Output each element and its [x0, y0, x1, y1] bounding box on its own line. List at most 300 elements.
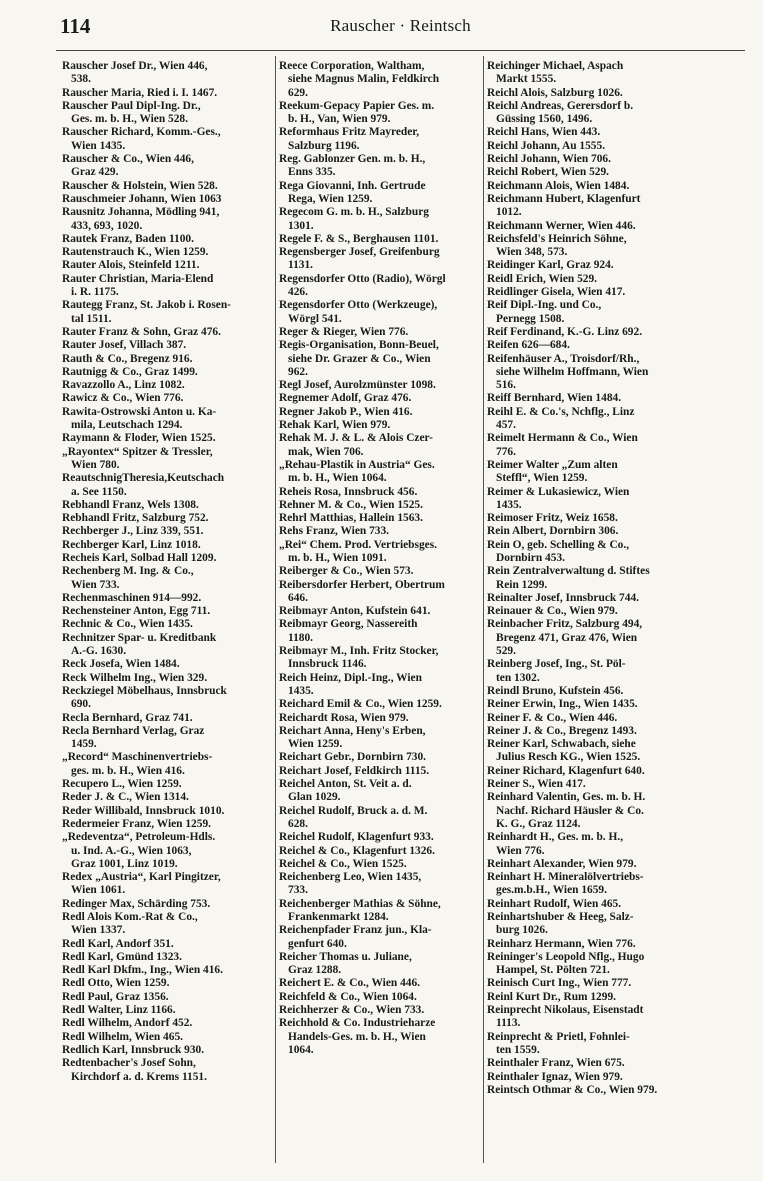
directory-entry — [62, 339, 272, 352]
entry-line: 1012. — [496, 206, 522, 219]
entry-line: K. G., Graz 1124. — [496, 817, 581, 830]
entry-line: Reifenhäuser A., Troisdorf/Rh., — [487, 352, 640, 365]
directory-entry — [279, 206, 480, 233]
entry-line: Reif Ferdinand, K.-G. Linz 692. — [487, 325, 643, 338]
directory-entry — [487, 1057, 698, 1070]
entry-line: Regensdorfer Otto (Radio), Wörgl — [279, 272, 446, 285]
directory-entry — [279, 180, 480, 207]
entry-line: Reichl Robert, Wien 529. — [487, 166, 610, 179]
directory-entry — [62, 353, 272, 366]
directory-entry — [487, 100, 698, 127]
directory-entry — [279, 565, 480, 578]
header-rule — [56, 50, 745, 51]
entry-line: Wien 780. — [71, 458, 120, 471]
directory-entry — [62, 233, 272, 246]
entry-line: Reck Wilhelm Ing., Wien 329. — [62, 671, 208, 684]
entry-line: Rawita-Ostrowski Anton u. Ka- — [62, 405, 217, 418]
directory-entry — [487, 791, 698, 831]
directory-entry — [279, 924, 480, 951]
entry-line: Regensberger Josef, Greifenburg — [279, 246, 440, 259]
entry-line: Reinthaler Franz, Wien 675. — [487, 1057, 625, 1070]
directory-entry — [279, 765, 480, 778]
entry-line: Graz 1001, Linz 1019. — [71, 857, 178, 870]
entry-line: Recheis Karl, Solbad Hall 1209. — [62, 551, 217, 564]
entry-line: Wien 348, 573. — [496, 246, 568, 259]
directory-entry — [279, 805, 480, 832]
entry-line: Salzburg 1196. — [288, 139, 360, 152]
entry-line: Recla Bernhard, Graz 741. — [62, 711, 193, 724]
directory-entry — [487, 406, 698, 433]
directory-entry — [62, 406, 272, 433]
entry-line: 1131. — [288, 259, 313, 272]
entry-line: Reifen 626—684. — [487, 339, 570, 352]
entry-line: 646. — [288, 591, 308, 604]
entry-line: 1064. — [288, 1043, 314, 1056]
entry-line: Reindl Bruno, Kufstein 456. — [487, 684, 624, 697]
column-divider — [275, 56, 276, 1163]
directory-entry — [279, 778, 480, 805]
directory-entry — [487, 831, 698, 858]
directory-entry — [487, 539, 698, 566]
directory-entry — [487, 951, 698, 978]
entry-line: Dornbirn 453. — [496, 551, 565, 564]
directory-entry — [487, 858, 698, 871]
entry-line: Wien 733. — [71, 578, 120, 591]
directory-entry — [487, 286, 698, 299]
entry-line: Regecom G. m. b. H., Salzburg — [279, 206, 429, 219]
directory-entry — [279, 618, 480, 645]
entry-line: 1435. — [288, 684, 314, 697]
directory-entry — [487, 153, 698, 166]
entry-line: 1113. — [496, 1017, 521, 1030]
directory-entry — [62, 180, 272, 193]
directory-entry — [487, 991, 698, 1004]
entry-line: Rautegg Franz, St. Jakob i. Rosen- — [62, 299, 231, 312]
directory-entry — [62, 805, 272, 818]
entry-line: Rechenmaschinen 914—992. — [62, 591, 202, 604]
directory-entry — [62, 366, 272, 379]
directory-entry — [62, 1057, 272, 1084]
directory-entry — [279, 419, 480, 432]
directory-entry — [279, 751, 480, 764]
entry-line: Reidinger Karl, Graz 924. — [487, 259, 614, 272]
directory-entry — [279, 486, 480, 499]
directory-entry — [279, 273, 480, 300]
entry-line: Redlich Karl, Innsbruck 930. — [62, 1043, 205, 1056]
directory-entry — [62, 991, 272, 1004]
directory-entry — [62, 592, 272, 605]
directory-entry — [487, 605, 698, 618]
directory-entry — [487, 871, 698, 898]
entry-line: Reiner Richard, Klagenfurt 640. — [487, 764, 645, 777]
entry-line: genfurt 640. — [288, 937, 347, 950]
directory-entry — [62, 153, 272, 180]
directory-entry — [487, 233, 698, 260]
entry-line: i. R. 1175. — [71, 286, 119, 299]
entry-line: Reichard Emil & Co., Wien 1259. — [279, 698, 442, 711]
entry-line: Graz 1288. — [288, 964, 342, 977]
entry-line: a. See 1150. — [71, 485, 127, 498]
entry-line: siehe Dr. Grazer & Co., Wien — [288, 352, 431, 365]
entry-line: Reichl Alois, Salzburg 1026. — [487, 86, 623, 99]
entry-line: Rein 1299. — [496, 578, 548, 591]
entry-line: 733. — [288, 884, 308, 897]
entry-line: Reinthaler Ignaz, Wien 979. — [487, 1070, 623, 1083]
directory-entry — [487, 180, 698, 193]
entry-line: Wien 1259. — [288, 738, 343, 751]
entry-line: „Record“ Maschinenvertriebs- — [62, 751, 213, 764]
directory-entry — [487, 486, 698, 513]
entry-line: Rechberger Karl, Linz 1018. — [62, 538, 201, 551]
entry-line: Rein Albert, Dornbirn 306. — [487, 525, 619, 538]
entry-line: Rein Zentralverwaltung d. Stiftes — [487, 565, 650, 578]
entry-line: siehe Wilhelm Hoffmann, Wien — [496, 365, 649, 378]
directory-entry — [487, 1031, 698, 1058]
entry-line: Rauter Christian, Maria-Elend — [62, 272, 214, 285]
entry-line: Reinprecht & Prietl, Fohnlei- — [487, 1030, 630, 1043]
entry-line: 1435. — [496, 498, 522, 511]
entry-line: Rauth & Co., Bregenz 916. — [62, 352, 193, 365]
entry-line: Reg. Gablonzer Gen. m. b. H., — [279, 153, 426, 166]
entry-line: Graz 429. — [71, 166, 119, 179]
directory-entry — [487, 898, 698, 911]
entry-line: Reichart Gebr., Dornbirn 730. — [279, 751, 427, 764]
directory-entry — [62, 472, 272, 499]
directory-entry — [487, 938, 698, 951]
entry-line: 962. — [288, 365, 308, 378]
entry-line: b. H., Van, Wien 979. — [288, 113, 391, 126]
entry-line: Recupero L., Wien 1259. — [62, 778, 182, 791]
directory-entry — [62, 539, 272, 552]
directory-entry — [279, 406, 480, 419]
entry-line: Rehak Karl, Wien 979. — [279, 419, 391, 432]
entry-line: Reger & Rieger, Wien 776. — [279, 325, 409, 338]
entry-line: Reinalter Josef, Innsbruck 744. — [487, 591, 639, 604]
entry-line: Regensdorfer Otto (Werkzeuge), — [279, 299, 438, 312]
directory-entry — [62, 725, 272, 752]
entry-line: Reibmayr Georg, Nassereith — [279, 618, 418, 631]
entry-line: Regele F. & S., Berghausen 1101. — [279, 232, 439, 245]
directory-entry — [487, 712, 698, 725]
entry-line: Rauter Alois, Steinfeld 1211. — [62, 259, 200, 272]
entry-line: Wörgl 541. — [288, 312, 342, 325]
entry-line: 628. — [288, 817, 308, 830]
entry-line: Reiberger & Co., Wien 573. — [279, 565, 414, 578]
directory-entry — [279, 126, 480, 153]
directory-entry — [62, 658, 272, 671]
directory-entry — [487, 765, 698, 778]
entry-line: Rehak M. J. & L. & Alois Czer- — [279, 432, 433, 445]
entry-line: Rauscher Paul Dipl-Ing. Dr., — [62, 99, 201, 112]
directory-entry — [487, 220, 698, 233]
entry-line: Reimer Walter „Zum alten — [487, 458, 618, 471]
entry-line: Reininger's Leopold Nflg., Hugo — [487, 950, 645, 963]
entry-line: Reichmann Werner, Wien 446. — [487, 219, 636, 232]
directory-entry — [487, 592, 698, 605]
directory-entry — [279, 539, 480, 566]
entry-line: Reicher Thomas u. Juliane, — [279, 950, 412, 963]
entry-line: Reinhartshuber & Heeg, Salz- — [487, 911, 634, 923]
entry-line: Redl Otto, Wien 1259. — [62, 977, 170, 990]
directory-entry — [279, 432, 480, 459]
directory-entry — [62, 605, 272, 618]
entry-line: Reichenberg Leo, Wien 1435, — [279, 871, 422, 884]
entry-line: Raymann & Floder, Wien 1525. — [62, 432, 216, 445]
directory-entry — [62, 778, 272, 791]
directory-column-left — [62, 60, 272, 1084]
directory-entry — [279, 831, 480, 844]
entry-line: Reihl E. & Co.'s, Nchflg., Linz — [487, 405, 635, 418]
entry-line: ReautschnigTheresia,Keutschach — [62, 472, 225, 485]
directory-entry — [62, 87, 272, 100]
entry-line: Rauscher & Holstein, Wien 528. — [62, 179, 218, 192]
page-number: 114 — [60, 14, 91, 38]
page-header — [60, 14, 741, 40]
entry-line: Rehrl Matthias, Hallein 1563. — [279, 512, 423, 525]
entry-line: Reichl Hans, Wien 443. — [487, 126, 601, 139]
entry-line: Innsbruck 1146. — [288, 658, 367, 671]
entry-line: Reinbacher Fritz, Salzburg 494, — [487, 618, 643, 631]
entry-line: Rausnitz Johanna, Mödling 941, — [62, 206, 220, 219]
directory-entry — [487, 339, 698, 352]
directory-entry — [279, 871, 480, 898]
directory-entry — [487, 299, 698, 326]
entry-line: Reiner F. & Co., Wien 446. — [487, 711, 618, 724]
directory-entry — [487, 618, 698, 658]
directory-entry — [62, 193, 272, 206]
entry-line: Rautenstrauch K., Wien 1259. — [62, 246, 209, 259]
entry-line: Regner Jakob P., Wien 416. — [279, 405, 413, 418]
directory-entry — [279, 525, 480, 538]
entry-line: Redl Wilhelm, Andorf 452. — [62, 1017, 193, 1030]
entry-line: Reichsfeld's Heinrich Söhne, — [487, 232, 627, 245]
directory-entry — [487, 1084, 698, 1097]
entry-line: 529. — [496, 645, 516, 658]
directory-entry — [279, 672, 480, 699]
entry-line: Reinisch Curt Ing., Wien 777. — [487, 977, 632, 990]
entry-line: mila, Leutschach 1294. — [71, 419, 183, 432]
directory-entry — [62, 299, 272, 326]
entry-line: Reichmann Alois, Wien 1484. — [487, 179, 630, 192]
entry-line: Reece Corporation, Waltham, — [279, 60, 425, 72]
entry-line: Reimer & Lukasiewicz, Wien — [487, 485, 630, 498]
entry-line: 1301. — [288, 219, 314, 232]
directory-entry — [487, 392, 698, 405]
entry-line: Reinhart Alexander, Wien 979. — [487, 857, 637, 870]
entry-line: ten 1559. — [496, 1043, 540, 1056]
directory-entry — [487, 140, 698, 153]
directory-column-right — [487, 60, 698, 1097]
directory-entry — [62, 791, 272, 804]
directory-entry — [279, 100, 480, 127]
entry-line: Rehs Franz, Wien 733. — [279, 525, 390, 538]
entry-line: Rechensteiner Anton, Egg 711. — [62, 605, 211, 618]
directory-entry — [62, 552, 272, 565]
entry-line: Rein O, geb. Schelling & Co., — [487, 538, 630, 551]
entry-line: ges. m. b. H., Wien 416. — [71, 764, 185, 777]
entry-line: Pernegg 1508. — [496, 312, 565, 325]
directory-entry — [62, 911, 272, 938]
directory-entry — [487, 60, 698, 87]
entry-line: „Rei“ Chem. Prod. Vertriebsges. — [279, 538, 437, 551]
entry-line: Reichl Johann, Wien 706. — [487, 153, 611, 166]
entry-line: Reichart Josef, Feldkirch 1115. — [279, 764, 430, 777]
entry-line: Wien 776. — [496, 844, 545, 857]
entry-line: Enns 335. — [288, 166, 336, 179]
directory-entry — [487, 126, 698, 139]
directory-entry — [62, 871, 272, 898]
column-divider — [483, 56, 484, 1163]
entry-line: Reichert E. & Co., Wien 446. — [279, 977, 420, 990]
entry-line: Reiner Erwin, Ing., Wien 1435. — [487, 698, 638, 711]
entry-line: Rauscher & Co., Wien 446, — [62, 153, 194, 166]
directory-entry — [279, 499, 480, 512]
directory-entry — [62, 1017, 272, 1030]
directory-entry — [279, 579, 480, 606]
entry-line: mak, Wien 706. — [288, 445, 364, 458]
entry-line: Redl Karl, Andorf 351. — [62, 937, 174, 950]
directory-entry — [279, 379, 480, 392]
entry-line: „Rayontex“ Spitzer & Tressler, — [62, 445, 213, 458]
entry-line: Reintsch Othmar & Co., Wien 979. — [487, 1083, 658, 1096]
directory-entry — [279, 339, 480, 379]
directory-entry — [62, 100, 272, 127]
directory-entry — [62, 672, 272, 685]
directory-entry — [62, 685, 272, 712]
entry-line: Rebhandl Franz, Wels 1308. — [62, 498, 199, 511]
entry-line: ten 1302. — [496, 671, 540, 684]
directory-entry — [487, 1004, 698, 1031]
entry-line: Wien 1435. — [71, 139, 126, 152]
directory-entry — [487, 432, 698, 459]
entry-line: Reinberg Josef, Ing., St. Pöl- — [487, 658, 626, 671]
entry-line: Reichel & Co., Wien 1525. — [279, 857, 407, 870]
entry-line: Reekum-Gepacy Papier Ges. m. — [279, 99, 435, 112]
entry-line: Ravazzollo A., Linz 1082. — [62, 379, 185, 392]
directory-entry — [62, 525, 272, 538]
directory-entry — [487, 685, 698, 698]
directory-entry — [279, 951, 480, 978]
entry-line: Rechnic & Co., Wien 1435. — [62, 618, 193, 631]
entry-line: Reiner Karl, Schwabach, siehe — [487, 738, 636, 751]
entry-line: Handels-Ges. m. b. H., Wien — [288, 1030, 426, 1043]
directory-entry — [62, 512, 272, 525]
directory-entry — [279, 326, 480, 339]
entry-line: Ges. m. b. H., Wien 528. — [71, 113, 188, 126]
directory-entry — [279, 512, 480, 525]
entry-line: Kirchdorf a. d. Krems 1151. — [71, 1070, 207, 1083]
entry-line: Frankenmarkt 1284. — [288, 911, 389, 923]
directory-entry — [62, 392, 272, 405]
entry-line: Rautek Franz, Baden 1100. — [62, 232, 194, 245]
entry-line: Rechenberg M. Ing. & Co., — [62, 565, 194, 578]
entry-line: Rauschmeier Johann, Wien 1063 — [62, 192, 222, 205]
directory-entry — [279, 153, 480, 180]
directory-entry — [62, 712, 272, 725]
page-title: Rauscher · Reintsch — [330, 16, 471, 35]
entry-line: Redl Alois Kom.-Rat & Co., — [62, 911, 198, 923]
entry-line: Redl Karl Dkfm., Ing., Wien 416. — [62, 964, 223, 977]
directory-entry — [62, 432, 272, 445]
directory-entry — [62, 938, 272, 951]
entry-line: Rauscher Maria, Ried i. I. 1467. — [62, 86, 218, 99]
entry-line: Reif Dipl.-Ing. und Co., — [487, 299, 602, 312]
entry-line: „Rehau-Plastik in Austria“ Ges. — [279, 458, 435, 471]
directory-entry — [487, 565, 698, 592]
entry-line: Redtenbacher's Josef Sohn, — [62, 1057, 196, 1070]
directory-entry — [487, 353, 698, 393]
entry-line: Reinharz Hermann, Wien 776. — [487, 937, 636, 950]
entry-line: Reichel Anton, St. Veit a. d. — [279, 778, 412, 791]
entry-line: Reichhold & Co. Industrieharze — [279, 1017, 436, 1030]
entry-line: Reichl Johann, Au 1555. — [487, 139, 606, 152]
directory-entry — [487, 459, 698, 486]
directory-entry — [62, 632, 272, 659]
directory-entry — [279, 299, 480, 326]
directory-entry — [279, 898, 480, 925]
entry-line: Reinprecht Nikolaus, Eisenstadt — [487, 1004, 644, 1017]
entry-line: tal 1511. — [71, 312, 112, 325]
entry-line: Reibmayr M., Inh. Fritz Stocker, — [279, 645, 439, 658]
directory-entry — [279, 60, 480, 100]
entry-line: Bregenz 471, Graz 476, Wien — [496, 631, 638, 644]
directory-entry — [487, 273, 698, 286]
entry-line: Reichfeld & Co., Wien 1064. — [279, 990, 417, 1003]
entry-line: Rechberger J., Linz 339, 551. — [62, 525, 204, 538]
directory-entry — [279, 845, 480, 858]
entry-line: Reinauer & Co., Wien 979. — [487, 605, 618, 618]
directory-entry — [279, 991, 480, 1004]
entry-line: Reimelt Hermann & Co., Wien — [487, 432, 638, 445]
entry-line: Reibmayr Anton, Kufstein 641. — [279, 605, 431, 618]
entry-line: Reiff Bernhard, Wien 1484. — [487, 392, 622, 405]
entry-line: Rauscher Richard, Komm.-Ges., — [62, 126, 221, 139]
entry-line: A.-G. 1630. — [71, 645, 127, 658]
entry-line: Rega Giovanni, Inh. Gertrude — [279, 179, 426, 192]
directory-entry — [279, 698, 480, 711]
entry-line: Rebhandl Fritz, Salzburg 752. — [62, 512, 209, 525]
entry-line: Reinl Kurt Dr., Rum 1299. — [487, 990, 616, 1003]
entry-line: Rega, Wien 1259. — [288, 192, 373, 205]
directory-entry — [62, 259, 272, 272]
directory-entry — [279, 977, 480, 990]
entry-line: Steffl“, Wien 1259. — [496, 472, 588, 485]
entry-line: Güssing 1560, 1496. — [496, 113, 593, 126]
directory-entry — [279, 1017, 480, 1057]
entry-line: 433, 693, 1020. — [71, 219, 143, 232]
entry-line: Rauter Josef, Villach 387. — [62, 339, 187, 352]
entry-line: Redinger Max, Schärding 753. — [62, 897, 211, 910]
entry-line: Reibersdorfer Herbert, Obertrum — [279, 578, 445, 591]
entry-line: Reichardt Rosa, Wien 979. — [279, 711, 409, 724]
entry-line: Reichel Rudolf, Klagenfurt 933. — [279, 831, 434, 844]
entry-line: Rawicz & Co., Wien 776. — [62, 392, 184, 405]
entry-line: 629. — [288, 86, 308, 99]
entry-line: u. Ind. A.-G., Wien 1063, — [71, 844, 192, 857]
entry-line: Reder Willibald, Innsbruck 1010. — [62, 804, 225, 817]
directory-entry — [62, 1031, 272, 1044]
entry-line: Reichinger Michael, Aspach — [487, 60, 624, 72]
entry-line: Redl Wilhelm, Wien 465. — [62, 1030, 183, 1043]
entry-line: siehe Magnus Malin, Feldkirch — [288, 73, 440, 86]
directory-entry — [279, 858, 480, 871]
directory-entry — [487, 259, 698, 272]
directory-entry — [279, 605, 480, 618]
entry-line: 426. — [288, 286, 308, 299]
directory-entry — [487, 778, 698, 791]
entry-line: Reiner J. & Co., Bregenz 1493. — [487, 724, 637, 737]
directory-entry — [279, 712, 480, 725]
